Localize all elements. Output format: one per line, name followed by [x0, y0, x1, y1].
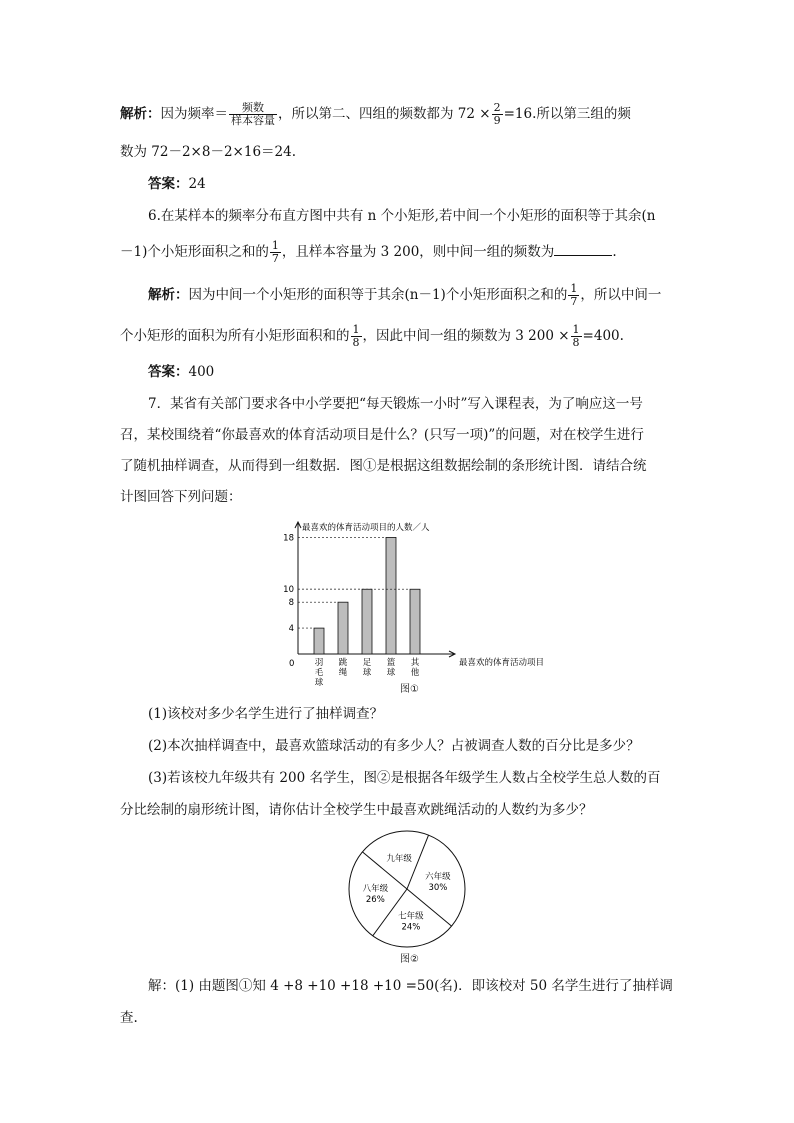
bar: [362, 589, 372, 654]
x-tick-label: 球: [362, 668, 372, 678]
x-tick-label: 其: [410, 658, 420, 668]
q5-answer-value: 24: [188, 176, 206, 192]
pie-slice-percent: 26%: [365, 894, 385, 905]
figure-1-caption: 图①: [400, 684, 419, 695]
x-tick-label: 他: [410, 668, 420, 678]
y-tick-label: 4: [288, 624, 294, 635]
pie-slice-label: 八年级: [362, 883, 389, 894]
q7-stem-line3: 了随机抽样调查，从而得到一组数据．图①是根据这组数据绘制的条形统计图．请结合统: [120, 458, 647, 474]
q6-analysis-fraction-2: $\frac{1}{8}$: [352, 323, 360, 350]
q5-analysis-label: 解析：: [120, 106, 161, 123]
x-tick-label: 羽: [314, 658, 324, 668]
x-tick-label: 球: [386, 668, 396, 678]
frequency-fraction: $\frac{\text{频数}}{\text{样本容量}}$: [231, 101, 275, 128]
bar: [410, 589, 420, 654]
q5-analysis: [120, 102, 680, 127]
q5-analysis-a: 因为频率＝: [160, 106, 228, 123]
y-axis-label: 最喜欢的体育活动项目的人数／人: [302, 523, 430, 533]
bar: [386, 537, 396, 654]
pie-slice-label: 九年级: [386, 854, 412, 865]
q7-sub3-line1: (3)若该校九年级共有 200 名学生，图②是根据各年级学生人数占全校学生总人数的百: [148, 770, 661, 786]
q6-analysis-line2: 个小矩形的面积为所有小矩形面积和的 $\frac{1}{8}$ ，因此中间一组的频数为 3 200 × $\frac{1}{8}$ =400.: [120, 323, 624, 350]
q6-answer: [148, 366, 708, 380]
q7-solution-line2: 查.: [120, 1010, 138, 1026]
bar: [314, 628, 324, 654]
q5-fraction: $\frac{2}{9}$: [493, 101, 501, 128]
x-axis-label: 最喜欢的体育活动项目: [459, 658, 545, 668]
q6-analysis-fraction-1: $\frac{1}{7}$: [570, 282, 578, 309]
answer-blank[interactable]: [554, 245, 612, 256]
pie-slice-percent: 30%: [428, 883, 448, 894]
q7-sub1: (1)该校对多少名学生进行了抽样调查？: [148, 706, 384, 722]
q6-answer-label: 答案：: [148, 364, 189, 380]
q5-answer: [148, 178, 708, 192]
figure-2-caption: 图②: [400, 954, 419, 965]
q7-solution-line1: 解：(1) 由题图①知 4 +8 +10 +18 +10 =50(名)．即该校对 50 名学生进行了抽样调: [148, 978, 673, 994]
pie-slice-label: 六年级: [425, 872, 451, 883]
q6-stem-line2: －1)个小矩形面积之和的 $\frac{1}{7}$ ，且样本容量为 3 200，则中间一组的频数为 .: [120, 239, 617, 266]
y-tick-label: 18: [283, 533, 294, 544]
q6-analysis-label: 解析：: [148, 287, 189, 304]
pie-slice-label: 七年级: [398, 911, 424, 922]
q7-sub3-line2: 分比绘制的扇形统计图，请你估计全校学生中最喜欢跳绳活动的人数约为多少？: [120, 802, 593, 818]
x-tick-label: 篮: [386, 658, 396, 668]
q7-stem-line4: 计图回答下列问题：: [120, 489, 242, 505]
pie-chart: [345, 827, 470, 952]
q6-stem-line1: 6.在某样本的频率分布直方图中共有 n 个小矩形,若中间一个小矩形的面积等于其余(n: [148, 208, 656, 224]
y-tick-label: 10: [283, 585, 294, 596]
q5-answer-label: 答案：: [148, 176, 189, 192]
q6-fraction: $\frac{1}{7}$: [271, 239, 279, 266]
q5-analysis-b: ，所以第二、四组的频数都为 72 ×: [278, 106, 491, 123]
q6-answer-value: 400: [188, 364, 215, 380]
x-tick-label: 足: [362, 658, 372, 668]
x-tick-label: 跳: [338, 658, 348, 668]
x-tick-label: 球: [314, 678, 324, 688]
q7-stem-line1: 7．某省有关部门要求各中小学要把“每天锻炼一小时”写入课程表，为了响应这一号: [148, 396, 643, 412]
bar: [338, 602, 348, 654]
bar-chart: [270, 512, 560, 688]
q6-analysis-fraction-3: $\frac{1}{8}$: [572, 323, 580, 350]
q5-analysis-line2: 数为 72－2×8－2×16＝24.: [120, 144, 297, 160]
q5-analysis-c: =16.所以第三组的频: [503, 106, 631, 123]
pie-slice-percent: 24%: [401, 922, 421, 933]
q7-sub2: (2)本次抽样调查中，最喜欢篮球活动的有多少人？占被调查人数的百分比是多少？: [148, 738, 640, 754]
x-tick-label: 绳: [338, 668, 348, 678]
origin-label: 0: [289, 659, 295, 669]
x-tick-label: 毛: [314, 668, 324, 678]
q7-stem-line2: 召，某校围绕着“你最喜欢的体育活动项目是什么？(只写一项)”的问题，对在校学生进行: [120, 427, 644, 443]
q6-analysis-line1: 解析：因为中间一个小矩形的面积等于其余(n－1)个小矩形面积之和的 $\frac{1}{7}$ ，所以中间一: [148, 282, 662, 309]
y-tick-label: 8: [288, 598, 294, 609]
